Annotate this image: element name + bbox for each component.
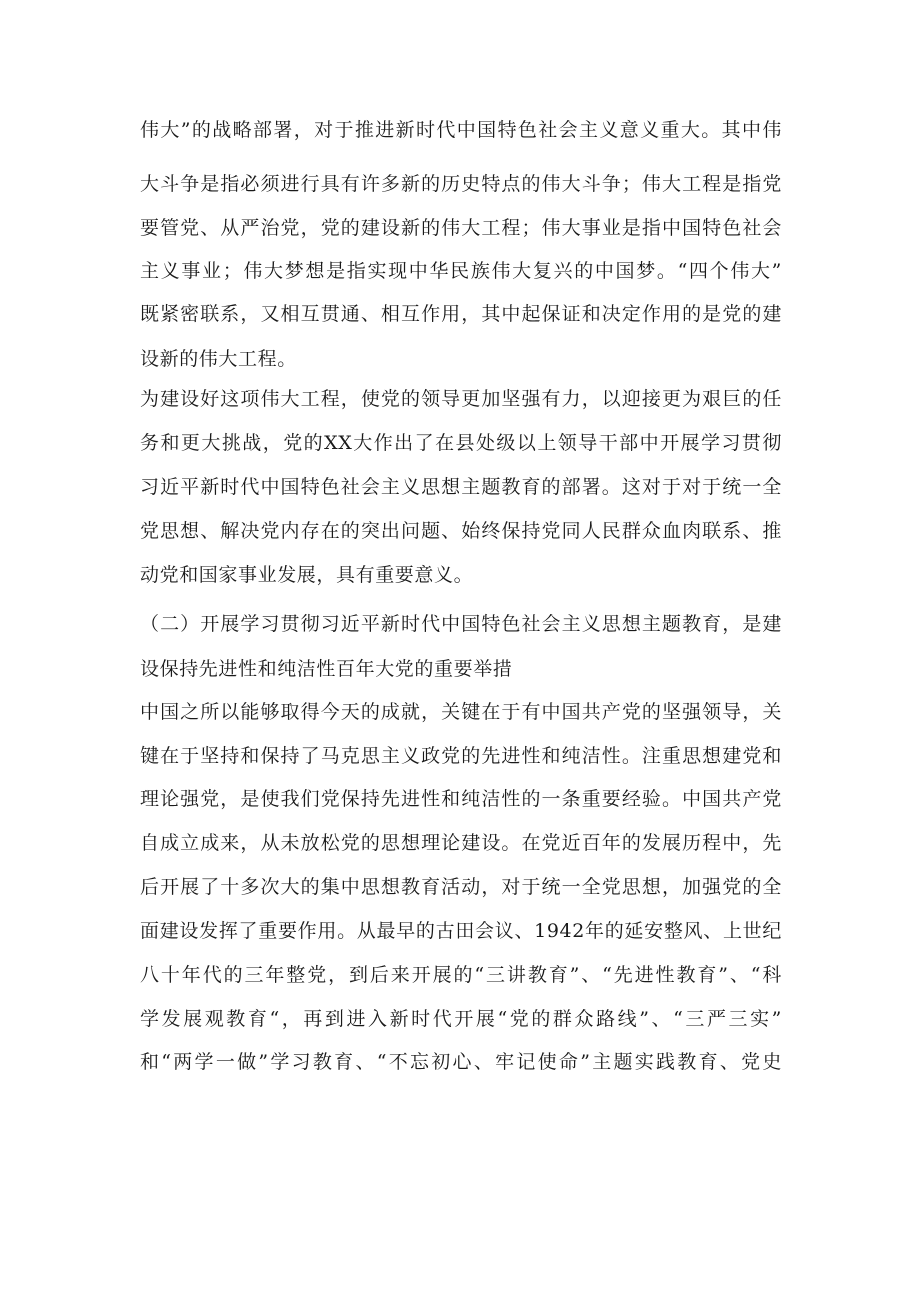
text-line: 设新的伟大工程。 [140,348,297,370]
text-line: 键在于坚持和保持了马克思主义政党的先进性和纯洁性。注重思想建党和 [140,745,782,767]
text-line: 伟大”的战略部署，对于推进新时代中国特色社会主义意义重大。其中伟 [140,119,782,141]
text-line: 习近平新时代中国特色社会主义思想主题教育的部署。这对于对于统一全 [140,476,782,498]
section-heading-line: （二）开展学习贯彻习近平新时代中国特色社会主义思想主题教育，是建 [140,613,782,635]
text-line: 党思想、解决党内存在的突出问题、始终保持党同人民群众血肉联系、推 [140,520,782,542]
text-line: 既紧密联系，又相互贯通、相互作用，其中起保证和决定作用的是党的建 [140,303,782,325]
text-line: 和“两学一做”学习教育、“不忘初心、牢记使命”主题实践教育、党史 [140,1051,782,1073]
text-line: 中国之所以能够取得今天的成就，关键在于有中国共产党的坚强领导，关 [140,701,782,723]
text-line: 大斗争是指必须进行具有许多新的历史特点的伟大斗争；伟大工程是指党 [140,173,782,195]
text-line: 务和更大挑战，党的XX大作出了在县处级以上领导干部中开展学习贯彻 [140,432,782,454]
text-line: 为建设好这项伟大工程，使党的领导更加坚强有力，以迎接更为艰巨的任 [140,388,782,410]
text-line: 理论强党，是使我们党保持先进性和纯洁性的一条重要经验。中国共产党 [140,788,782,810]
text-line: 自成立成来，从未放松党的思想理论建设。在党近百年的发展历程中，先 [140,832,782,854]
text-line: 主义事业；伟大梦想是指实现中华民族伟大复兴的中国梦。“四个伟大” [140,260,782,282]
text-line: 八十年代的三年整党，到后来开展的“三讲教育”、“先进性教育”、“科 [140,964,782,986]
section-heading-line: 设保持先进性和纯洁性百年大党的重要举措 [140,658,513,680]
text-line: 后开展了十多次大的集中思想教育活动，对于统一全党思想，加强党的全 [140,876,782,898]
text-line: 要管党、从严治党，党的建设新的伟大工程；伟大事业是指中国特色社会 [140,217,782,239]
text-line: 动党和国家事业发展，具有重要意义。 [140,564,474,586]
text-line: 面建设发挥了重要作用。从最早的古田会议、1942年的延安整风、上世纪 [140,920,782,942]
text-line: 学发展观教育“，再到进入新时代开展“党的群众路线”、“三严三实” [140,1008,782,1030]
